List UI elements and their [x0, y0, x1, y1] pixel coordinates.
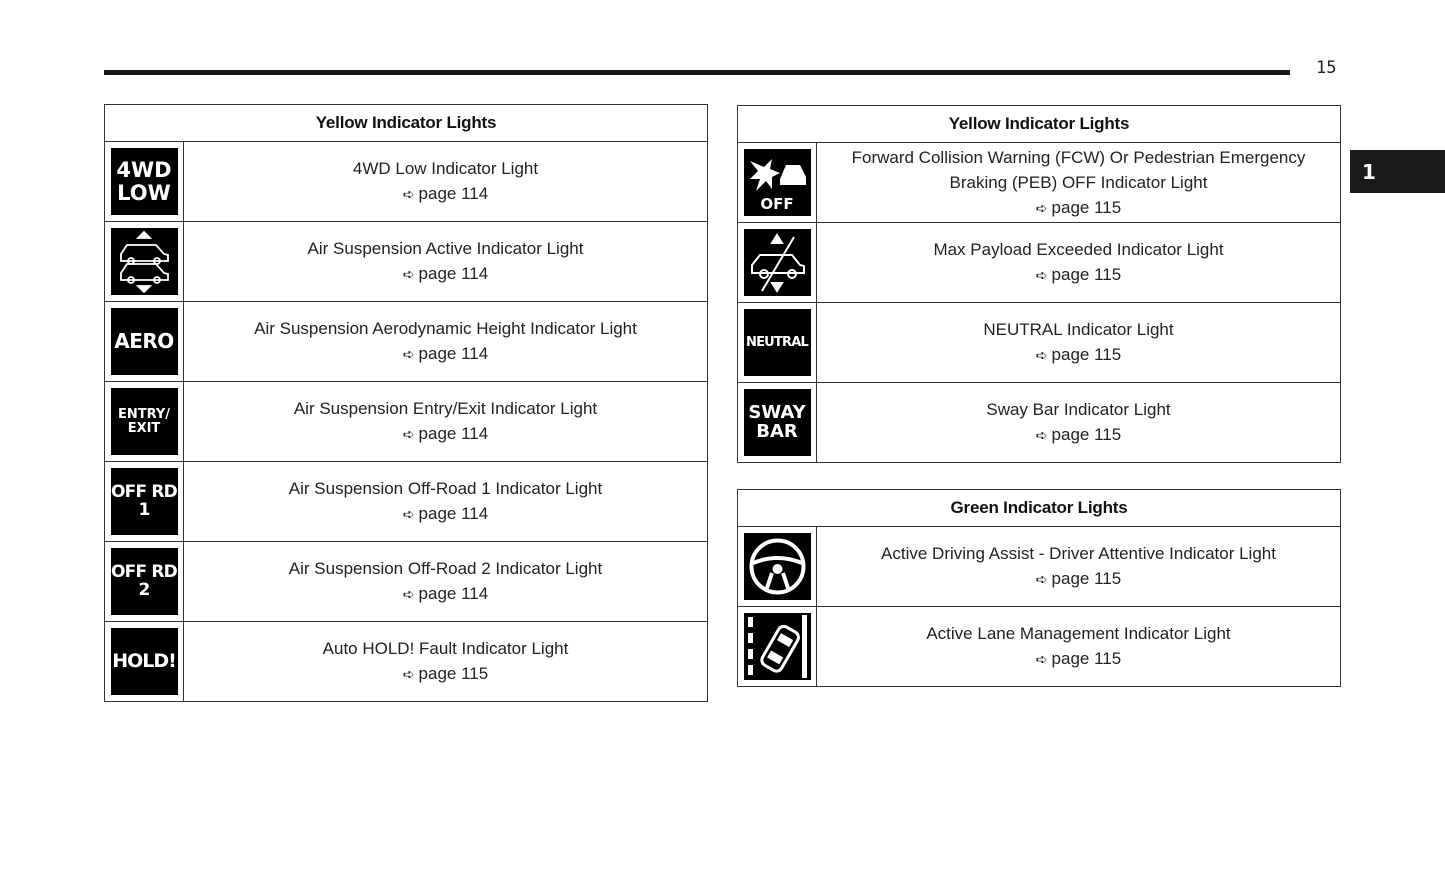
page-reference-link[interactable]: ➪ page 115	[1035, 345, 1122, 364]
arrow-right-icon: ➪	[402, 266, 415, 282]
arrow-right-icon: ➪	[402, 346, 415, 362]
page-number: 15	[1316, 58, 1337, 78]
row-label: NEUTRAL Indicator Light	[983, 320, 1174, 339]
table-row	[105, 142, 708, 222]
table-row	[738, 527, 1341, 607]
sway-bar-icon: SWAY BAR	[744, 389, 811, 456]
svg-text:OFF: OFF	[759, 195, 794, 213]
page-reference-link[interactable]: ➪ page 115	[1035, 265, 1122, 284]
entry-exit-icon: ENTRY/ EXIT	[111, 388, 178, 455]
page-reference-link[interactable]: ➪ page 114	[402, 584, 489, 603]
lane-management-icon	[744, 613, 811, 680]
hold-icon: HOLD!	[111, 628, 178, 695]
table-heading: Green Indicator Lights	[738, 490, 1341, 527]
page-reference-link[interactable]: ➪ page 115	[1035, 425, 1122, 444]
page-reference-link[interactable]: ➪ page 114	[402, 424, 489, 443]
row-label: Air Suspension Aerodynamic Height Indicator Light	[254, 319, 637, 338]
air-suspension-active-icon	[111, 228, 178, 295]
row-label: Air Suspension Entry/Exit Indicator Light	[293, 399, 598, 418]
row-label: Active Driving Assist - Driver Attentive Indicator Light	[881, 544, 1276, 563]
arrow-right-icon: ➪	[1035, 571, 1048, 587]
table-row	[105, 462, 708, 542]
page-reference-link[interactable]: ➪ page 114	[402, 264, 489, 283]
page-reference-link[interactable]: ➪ page 115	[1035, 569, 1122, 588]
table-row	[105, 542, 708, 622]
steering-wheel-icon	[744, 533, 811, 600]
row-label: Sway Bar Indicator Light	[986, 400, 1171, 419]
row-label: 4WD Low Indicator Light	[352, 159, 539, 178]
table-row	[105, 382, 708, 462]
page-reference-link[interactable]: ➪ page 114	[402, 504, 489, 523]
green-indicator-table	[737, 489, 1341, 687]
table-row	[105, 222, 708, 302]
neutral-icon: NEUTRAL	[744, 309, 811, 376]
page-reference-link[interactable]: ➪ page 115	[1035, 649, 1122, 668]
table-row	[738, 303, 1341, 383]
arrow-right-icon: ➪	[1035, 427, 1048, 443]
arrow-right-icon: ➪	[402, 586, 415, 602]
page-reference-link[interactable]: ➪ page 114	[402, 344, 489, 363]
arrow-right-icon: ➪	[1035, 267, 1048, 283]
table-row	[738, 143, 1341, 223]
arrow-right-icon: ➪	[1035, 651, 1048, 667]
arrow-right-icon: ➪	[1035, 347, 1048, 363]
arrow-right-icon: ➪	[1035, 199, 1048, 216]
table-row	[738, 607, 1341, 687]
off-rd-1-icon: OFF RD 1	[111, 468, 178, 535]
row-label: Active Lane Management Indicator Light	[926, 624, 1231, 643]
yellow-indicator-table-right	[737, 105, 1341, 463]
arrow-right-icon: ➪	[402, 666, 415, 682]
fcw-off-icon	[744, 149, 811, 216]
row-label: Air Suspension Off-Road 2 Indicator Light	[288, 559, 603, 578]
table-row	[105, 622, 708, 702]
row-label: Auto HOLD! Fault Indicator Light	[322, 639, 569, 658]
arrow-right-icon: ➪	[402, 186, 415, 202]
row-label: Air Suspension Active Indicator Light	[307, 239, 584, 258]
page-reference-link[interactable]: ➪ page 114	[402, 184, 489, 203]
yellow-indicator-table-left	[104, 104, 708, 702]
table-row	[738, 223, 1341, 303]
4wd-low-icon: 4WD LOW	[111, 148, 178, 215]
header-rule	[104, 70, 1290, 75]
chapter-tab[interactable]: 1	[1350, 150, 1445, 193]
table-heading: Yellow Indicator Lights	[738, 106, 1341, 143]
row-label: Air Suspension Off-Road 1 Indicator Light	[288, 479, 603, 498]
table-heading: Yellow Indicator Lights	[105, 105, 708, 142]
off-rd-2-icon: OFF RD 2	[111, 548, 178, 615]
aero-icon: AERO	[111, 308, 178, 375]
table-row	[738, 383, 1341, 463]
page-reference-link[interactable]: ➪ page 115	[1035, 197, 1122, 217]
arrow-right-icon: ➪	[402, 426, 415, 442]
arrow-right-icon: ➪	[402, 506, 415, 522]
row-label: Max Payload Exceeded Indicator Light	[933, 240, 1224, 259]
page-reference-link[interactable]: ➪ page 115	[402, 664, 489, 683]
row-label: Forward Collision Warning (FCW) Or Pedestrian Emergency Braking (PEB) OFF Indicator Light	[851, 147, 1306, 192]
max-payload-icon	[744, 229, 811, 296]
table-row	[105, 302, 708, 382]
